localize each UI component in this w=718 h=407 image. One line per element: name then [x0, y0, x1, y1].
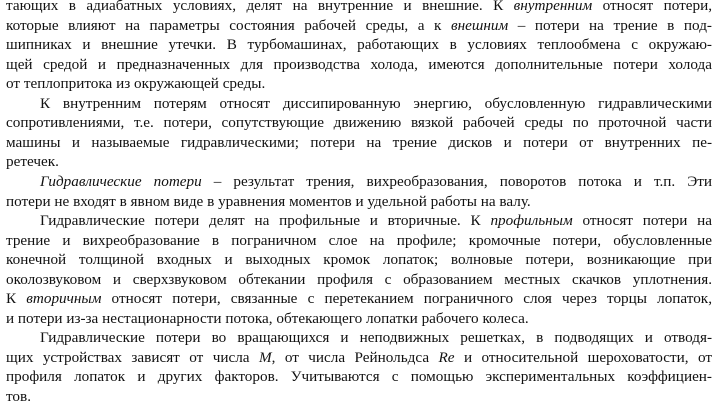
text-run: относят потери, — [592, 0, 712, 14]
text-line — [40, 94, 712, 114]
text-line — [6, 348, 712, 368]
text-run: – результат трения, вихреобразования, поворотов потока и т.п. Эти — [201, 172, 712, 190]
text-run: , от числа Рейнольдса — [271, 348, 439, 366]
text-run: от теплопритока из окружающей среды. — [6, 75, 266, 93]
text-line — [40, 211, 712, 231]
text-line — [6, 0, 712, 16]
italic-term: профильным — [490, 212, 573, 230]
text-run: – потери на трение в под- — [508, 16, 712, 34]
text-line — [6, 133, 712, 153]
text-run: шипниках и внешние утечки. В турбомашинах, работающих в условиях теплообмена с окружаю- — [6, 36, 712, 54]
text-line — [6, 192, 712, 212]
text-run: щих устройствах зависят от числа — [6, 348, 259, 366]
text-line — [6, 289, 712, 309]
text-run: Гидравлические потери делят на профильные и вторичные. К — [40, 212, 491, 230]
text-run: машины и называемые гидравлическими; потери на трение дисков и потери от внутренних пе- — [6, 133, 712, 151]
text-line — [6, 152, 712, 172]
text-run: околозвуковом и сверхзвуковом обтекании профиля с образованием местных скачков уплотнения. — [6, 270, 712, 288]
italic-term: вторичным — [26, 290, 102, 308]
text-run: относят потери, связанные с перетеканием пограничного слоя через торцы лопаток, — [101, 290, 712, 308]
text-line — [6, 387, 712, 407]
text-line — [6, 231, 712, 251]
italic-term: внутренним — [513, 0, 593, 14]
text-line — [6, 250, 712, 270]
text-run: потери не входят в явном виде в уравнения моментов и удельной работы на валу. — [6, 192, 531, 210]
text-run: которые влияют на параметры состояния рабочей среды, а к — [6, 16, 451, 34]
text-line — [6, 113, 712, 133]
text-run: К внутренним потерям относят диссипированную энергию, обусловленную гидравлическими — [40, 94, 712, 112]
text-line — [6, 35, 712, 55]
text-run: конечной толщиной входных и выходных кромок лопаток; волновые потери, возникающие при — [6, 251, 712, 269]
text-line — [6, 16, 712, 36]
text-line — [40, 328, 712, 348]
italic-term: Re — [438, 348, 455, 366]
italic-term: M — [258, 348, 272, 366]
text-run: щей средой и предназначенных для производства холода, имеются дополнительные потери холода — [6, 55, 712, 73]
text-run: относят потери на — [572, 212, 712, 230]
italic-term: Гидравлические потери — [40, 172, 202, 190]
text-line — [6, 55, 712, 75]
text-line — [6, 309, 712, 329]
text-run: тов. — [6, 388, 31, 405]
text-run: и потери из-за нестационарности потока, обтекающего лопатки рабочего колеса. — [6, 309, 529, 327]
text-run: К — [6, 290, 27, 308]
text-run: сопротивлениями, т.е. потери, сопутствующие движению вязкой рабочей среды по проточной части — [6, 114, 712, 132]
text-run: профиля лопаток и других факторов. Учитываются с помощью экспериментальных коэффициен- — [6, 368, 712, 386]
text-run: ретечек. — [6, 153, 59, 171]
text-line — [6, 367, 712, 387]
text-line — [6, 74, 712, 94]
text-line — [6, 270, 712, 290]
text-run: и относительной шероховатости, от — [454, 348, 712, 366]
text-line — [40, 172, 712, 192]
text-run: тающих в адиабатных условиях, делят на внутренние и внешние. К — [6, 0, 514, 14]
text-run: Гидравлические потери во вращающихся и неподвижных решетках, в подводящих и отводя- — [40, 329, 712, 347]
text-run: трение и вихреобразование в пограничном слое на профиле; кромочные потери, обусловленные — [6, 231, 712, 249]
italic-term: внешним — [451, 16, 509, 34]
